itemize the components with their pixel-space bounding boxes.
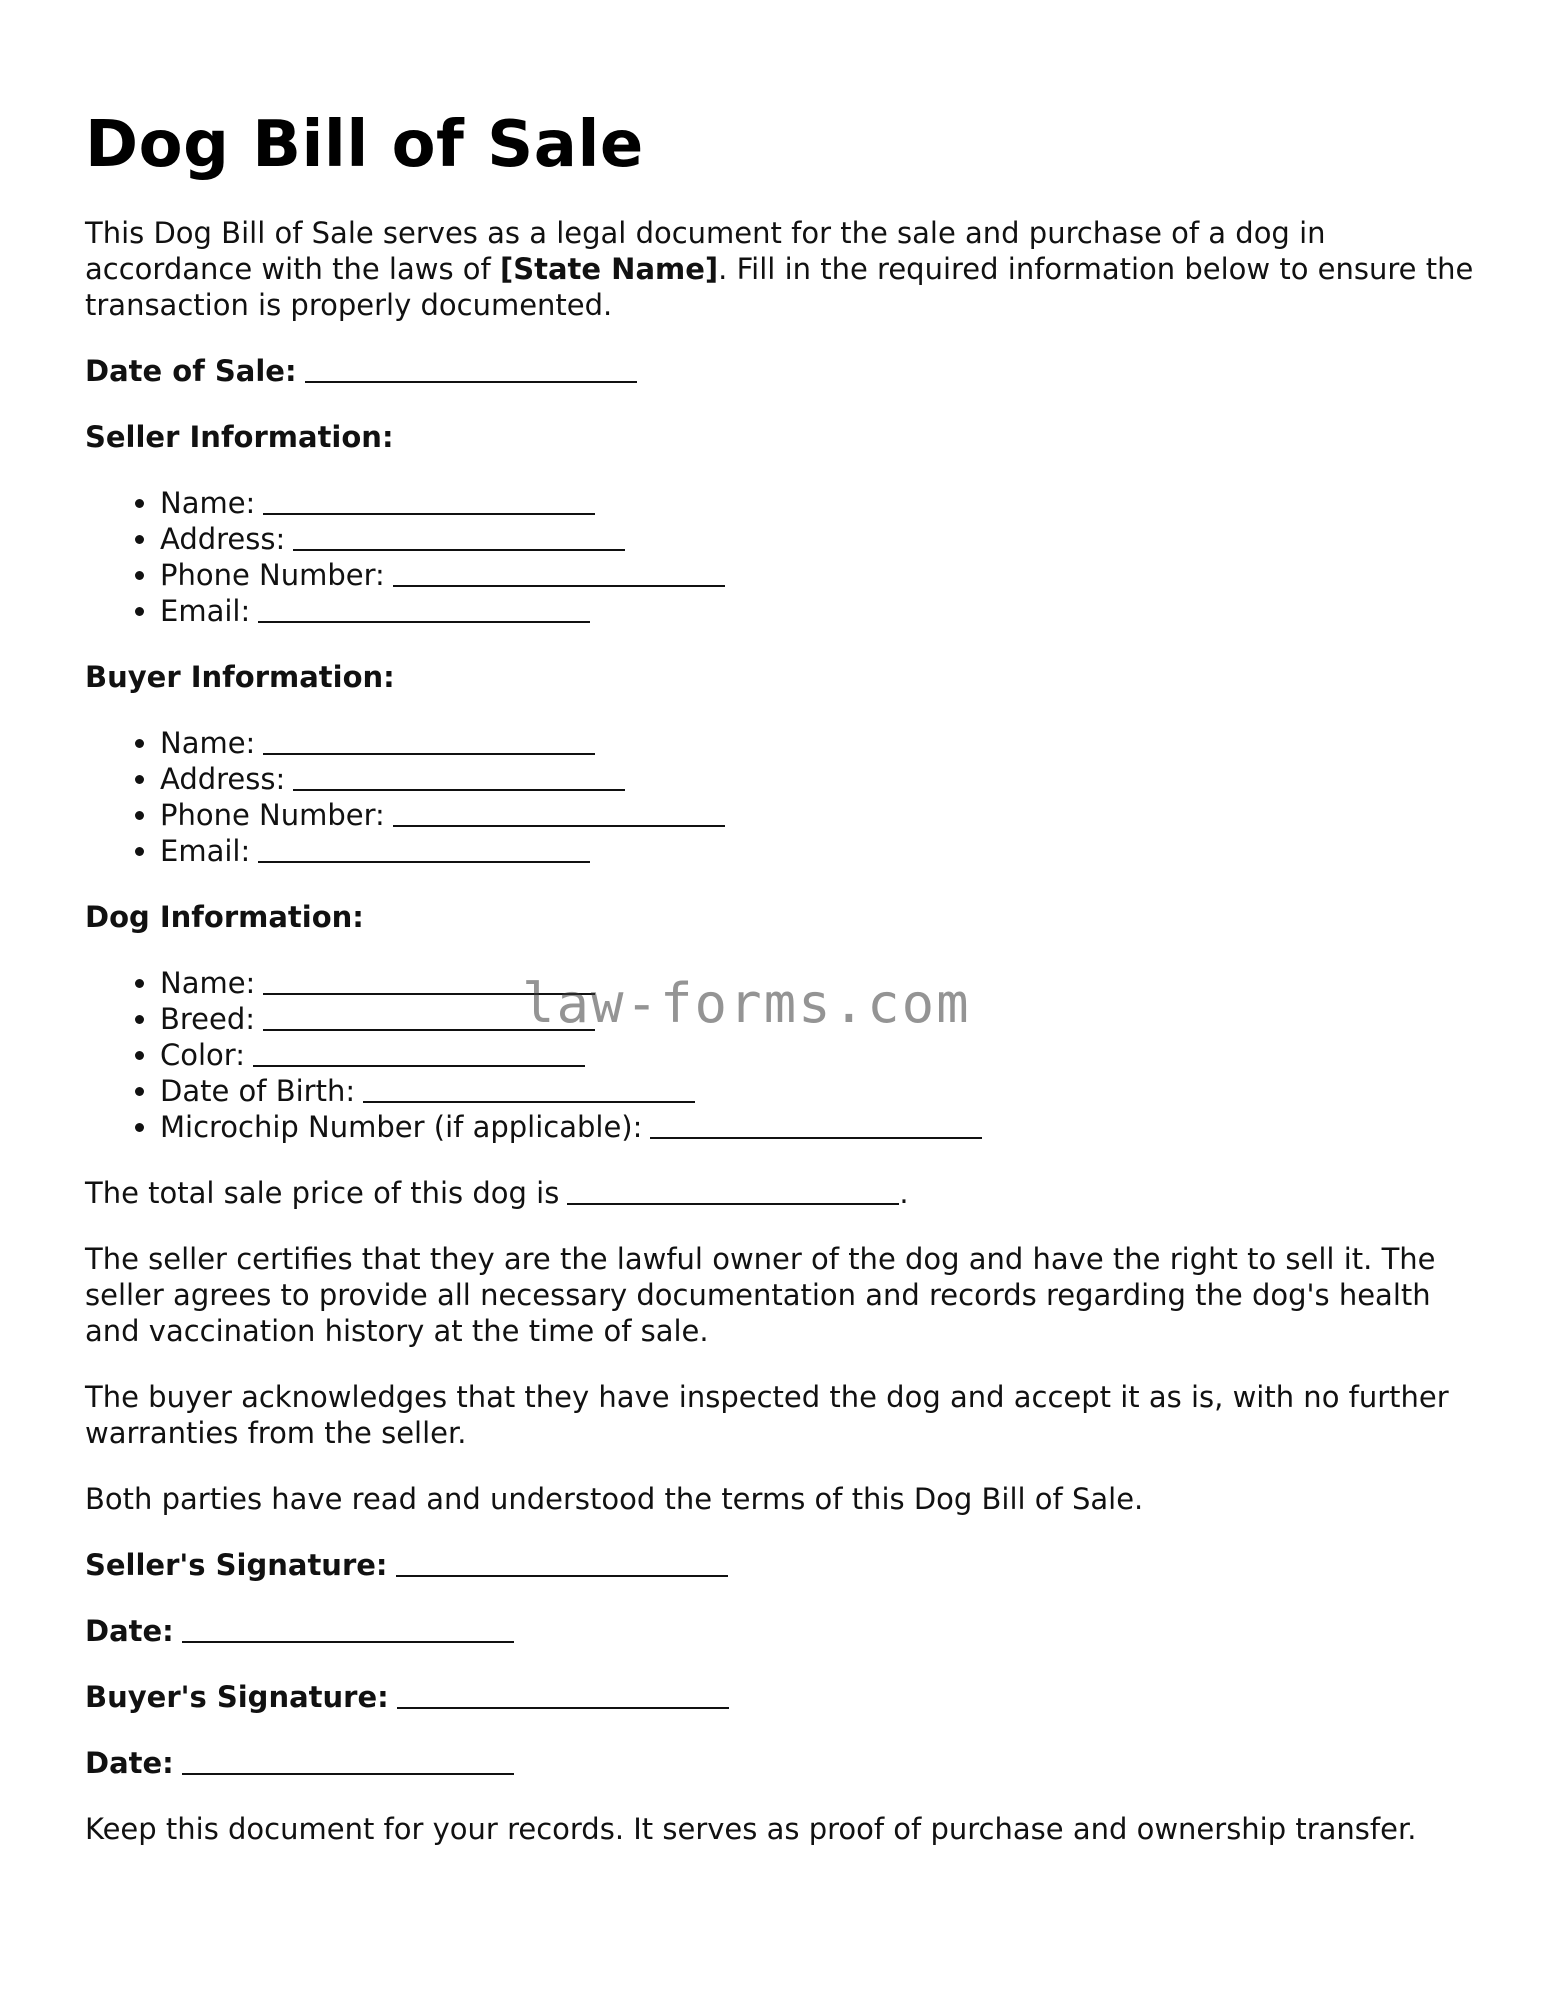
seller-phone-blank[interactable]: [393, 557, 725, 587]
watermark-text: law-forms.com: [522, 972, 971, 1035]
field-label: Address:: [160, 522, 286, 556]
buyer-field-email: [160, 833, 1485, 869]
field-label: Microchip Number (if applicable):: [160, 1110, 643, 1144]
dog-color-blank[interactable]: [253, 1037, 585, 1067]
date-of-sale-blank[interactable]: [305, 353, 637, 383]
sale-price-line: [85, 1175, 1485, 1211]
field-label: Name:: [160, 966, 256, 1000]
field-label: Breed:: [160, 1002, 256, 1036]
buyer-email-blank[interactable]: [258, 833, 590, 863]
seller-name-blank[interactable]: [263, 485, 595, 515]
buyer-field-phone: [160, 797, 1485, 833]
seller-date-line: [85, 1613, 1485, 1649]
dog-dob-blank[interactable]: [363, 1073, 695, 1103]
dog-field-microchip: [160, 1109, 1485, 1145]
seller-heading: Seller Information:: [85, 420, 394, 454]
field-label: Email:: [160, 594, 251, 628]
field-label: Date of Birth:: [160, 1074, 356, 1108]
certification-paragraph: The seller certifies that they are the lawful owner of the dog and have the right to sell it. The seller agrees to provide all necessary documentation and records regarding the dog's health and vaccination history at the time of sale.: [85, 1242, 1436, 1348]
agreement-paragraph: Both parties have read and understood the terms of this Dog Bill of Sale.: [85, 1482, 1144, 1516]
field-label: Name:: [160, 486, 256, 520]
buyer-date-line: [85, 1745, 1485, 1781]
seller-email-blank[interactable]: [258, 593, 590, 623]
field-label: Email:: [160, 834, 251, 868]
buyer-phone-blank[interactable]: [393, 797, 725, 827]
sale-price-period: .: [899, 1176, 909, 1210]
intro-text-1: This Dog Bill of Sale serves as a legal document for the sale and purchase of a dog in accordance with the laws of: [85, 216, 1326, 286]
field-label: Color:: [160, 1038, 245, 1072]
field-label: Name:: [160, 726, 256, 760]
acknowledgement-paragraph: The buyer acknowledges that they have inspected the dog and accept it as is, with no further warranties from the seller.: [85, 1380, 1449, 1450]
field-label: Address:: [160, 762, 286, 796]
buyer-signature-blank[interactable]: [397, 1679, 729, 1709]
document-title: Dog Bill of Sale: [85, 108, 644, 182]
field-label: Phone Number:: [160, 558, 385, 592]
dog-field-color: [160, 1037, 1485, 1073]
seller-date-label: Date:: [85, 1614, 174, 1648]
seller-field-address: [160, 521, 1485, 557]
seller-signature-label: Seller's Signature:: [85, 1548, 388, 1582]
seller-address-blank[interactable]: [293, 521, 625, 551]
dog-heading: Dog Information:: [85, 900, 364, 934]
seller-field-name: [160, 485, 1485, 521]
buyer-heading: Buyer Information:: [85, 660, 395, 694]
sale-price-text: The total sale price of this dog is: [85, 1176, 560, 1210]
date-of-sale-label: Date of Sale:: [85, 354, 297, 388]
seller-field-email: [160, 593, 1485, 629]
dog-microchip-blank[interactable]: [650, 1109, 982, 1139]
state-name-placeholder: [State Name]: [499, 252, 719, 286]
seller-field-phone: [160, 557, 1485, 593]
buyer-field-address: [160, 761, 1485, 797]
dog-field-dob: [160, 1073, 1485, 1109]
closing-paragraph: Keep this document for your records. It serves as proof of purchase and ownership transfer.: [85, 1812, 1417, 1846]
date-of-sale-line: [85, 353, 1485, 389]
intro-paragraph: [85, 215, 1485, 323]
field-label: Phone Number:: [160, 798, 385, 832]
buyer-signature-line: [85, 1679, 1485, 1715]
intro-text-2: . Fill in the required information below to ensure the transaction is properly documented.: [85, 252, 1474, 322]
buyer-date-blank[interactable]: [182, 1745, 514, 1775]
sale-price-blank[interactable]: [567, 1175, 899, 1205]
buyer-fields-list: [85, 725, 1485, 869]
seller-fields-list: [85, 485, 1485, 629]
seller-signature-line: [85, 1547, 1485, 1583]
seller-signature-blank[interactable]: [396, 1547, 728, 1577]
buyer-signature-label: Buyer's Signature:: [85, 1680, 389, 1714]
buyer-name-blank[interactable]: [263, 725, 595, 755]
buyer-date-label: Date:: [85, 1746, 174, 1780]
buyer-field-name: [160, 725, 1485, 761]
buyer-address-blank[interactable]: [293, 761, 625, 791]
seller-date-blank[interactable]: [182, 1613, 514, 1643]
